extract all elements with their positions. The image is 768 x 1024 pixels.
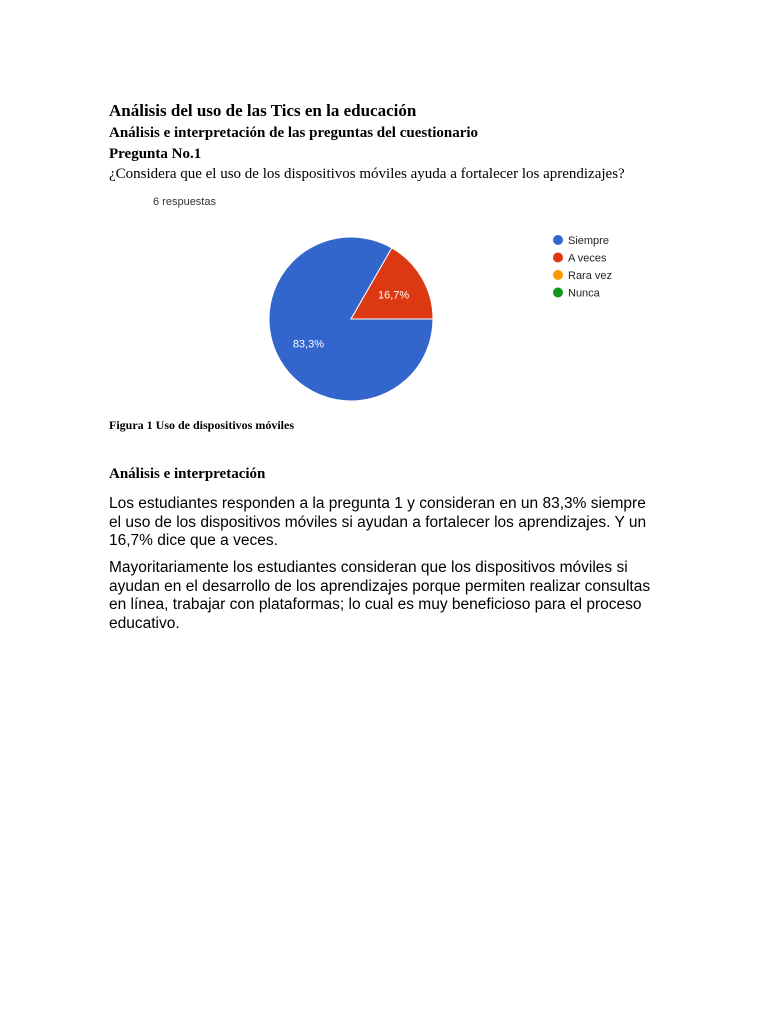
chart-title: 6 respuestas [153,196,216,208]
legend-marker-nunca [553,288,563,298]
slice-label-a-veces: 16,7% [377,289,410,302]
legend-marker-rara-vez [553,270,563,280]
document-subtitle: Análisis e interpretación de las preguntas del cuestionario [109,125,479,141]
document-page [109,100,669,632]
legend-marker-siempre [553,235,563,245]
legend-label-a-veces: A veces [568,252,607,265]
legend-label-rara-vez: Rara vez [568,270,613,282]
legend-marker-a-veces [553,253,563,263]
pie-chart [149,192,629,410]
document-title: Análisis del uso de las Tics en la educación [109,101,417,120]
legend-label-nunca: Nunca [568,287,600,300]
analysis-heading: Análisis e interpretación [109,466,266,482]
question-text: ¿Considera que el uso de los dispositivos móviles ayuda a fortalecer los aprendizajes? [109,166,625,182]
pie-chart-figure [149,192,629,410]
analysis-paragraph-2: Mayoritariamente los estudiantes consideran que los dispositivos móviles si ayudan en el desarrollo de los aprendizajes porque permiten realizar consultas en línea, trabajar con plataformas; lo cual es muy beneficioso para el proceso educativo. [109,559,651,632]
slice-label-siempre: 83,3% [292,338,325,351]
question-number: Pregunta No.1 [109,146,202,162]
figure-caption: Figura 1 Uso de dispositivos móviles [109,418,295,432]
analysis-paragraph-1: Los estudiantes responden a la pregunta 1 y consideran en un 83,3% siempre el uso de los dispositivos móviles si ayudan a fortalecer los aprendizajes. Y un 16,7% dice que a veces. [109,495,647,549]
legend-label-siempre: Siempre [568,235,609,247]
